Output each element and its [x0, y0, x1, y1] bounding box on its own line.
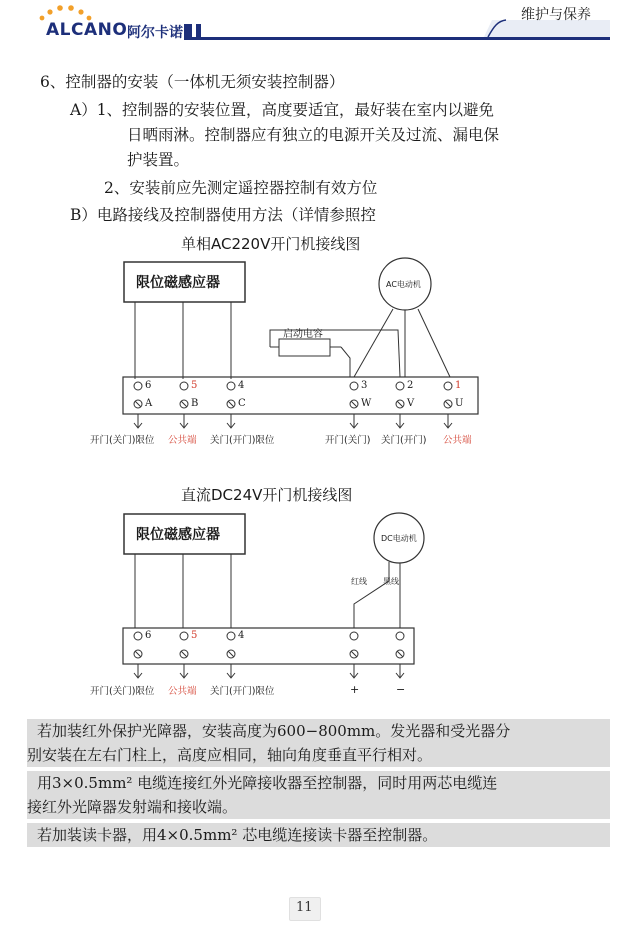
note-card-line1: 若加装读卡器，用4×0.5mm² 芯电缆连接读卡器至控制器。 — [37, 826, 438, 844]
ac-terminal-2: 2 — [407, 380, 414, 391]
note-infrared-install — [27, 719, 610, 767]
paragraph-a-line1: A）1、控制器的安装位置，高度要适宜，最好装在室内以避免 — [70, 101, 495, 119]
dc-terminal-4: 4 — [238, 630, 245, 641]
dc-terminal-5: 5 — [191, 630, 198, 641]
note-card-reader — [27, 823, 610, 847]
ac-motor-label: AC电动机 — [386, 280, 421, 289]
dc-label-common: 公共端 — [168, 686, 197, 697]
ac-diagram-title: 单相AC220V开门机接线图 — [181, 235, 361, 253]
ac-terminal-5: 5 — [191, 380, 198, 391]
dc-wire-black-label: 黑线 — [383, 577, 399, 586]
ac-label-close-limit: 关门(开门)限位 — [210, 435, 275, 446]
ac-label-close: 关门(开门) — [381, 435, 427, 446]
dc-label-open-limit: 开门(关门)限位 — [90, 686, 155, 697]
dc-terminal-6: 6 — [145, 630, 152, 641]
ac-terminal-w: W — [361, 398, 372, 409]
install-heading: 6、控制器的安装（一体机无须安装控制器） — [40, 73, 345, 91]
ac-terminal-4: 4 — [238, 380, 245, 391]
ac-sensor-label: 限位磁感应器 — [136, 275, 220, 291]
ac-terminal-3: 3 — [361, 380, 368, 391]
page-number: 11 — [296, 900, 313, 915]
note-infrared-cable — [27, 771, 610, 819]
ac-label-open-limit: 开门(关门)限位 — [90, 435, 155, 446]
note-cable-line2: 接红外光障器发射端和接收端。 — [27, 798, 238, 816]
ac-terminal-1: 1 — [455, 380, 462, 391]
brand-logo-cn: 阿尔卡诺 — [127, 25, 183, 41]
paragraph-b: B）电路接线及控制器使用方法（详情参照控 — [70, 206, 376, 224]
ac-terminal-a: A — [145, 398, 153, 409]
ac-terminal-6: 6 — [145, 380, 152, 391]
ac-label-common-right: 公共端 — [443, 435, 472, 446]
brand-logo: ALCANO — [46, 20, 128, 40]
ac-terminal-u: U — [455, 398, 464, 409]
dc-label-close-limit: 关门(开门)限位 — [210, 686, 275, 697]
ac-label-common-left: 公共端 — [168, 435, 197, 446]
dc-motor-label: DC电动机 — [381, 534, 417, 543]
ac-label-open: 开门(关门) — [325, 435, 371, 446]
section-title: 维护与保养 — [521, 7, 591, 23]
dc-label-plus: + — [350, 683, 360, 696]
paragraph-a-line3: 护装置。 — [127, 151, 190, 169]
dc-label-minus: − — [396, 683, 406, 696]
ac-terminal-c: C — [238, 398, 246, 409]
dc-wire-red-label: 红线 — [351, 577, 367, 586]
ac-terminal-v: V — [407, 398, 415, 409]
dc-sensor-label: 限位磁感应器 — [136, 527, 220, 543]
ac-terminal-b: B — [191, 398, 199, 409]
note-infrared-line1: 若加装红外保护光障器，安装高度为600−800mm。发光器和受光器分 — [37, 722, 511, 740]
paragraph-a-item2: 2、安装前应先测定遥控器控制有效方位 — [104, 179, 378, 197]
paragraph-a-line2: 日晒雨淋。控制器应有独立的电源开关及过流、漏电保 — [127, 126, 500, 144]
note-infrared-line2: 别安装在左右门柱上，高度应相同，轴向角度垂直平行相对。 — [27, 746, 433, 764]
ac-capacitor-label: 启动电容 — [283, 329, 323, 340]
note-cable-line1: 用3×0.5mm² 电缆连接红外光障接收器至控制器，同时用两芯电缆连 — [37, 774, 498, 792]
dc-diagram-title: 直流DC24V开门机接线图 — [181, 486, 353, 504]
